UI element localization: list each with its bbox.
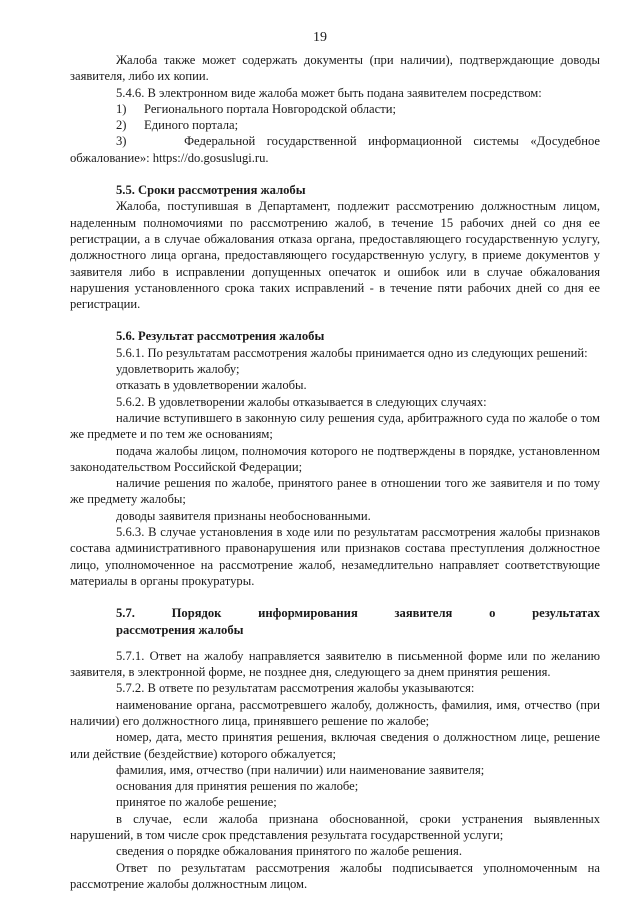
heading-word: 5.7. [116,606,135,621]
paragraph: номер, дата, место принятия решения, включая сведения о должностном лице, решение или действие (бездействие) которого обжалуется; [70,730,600,761]
section-heading-continued: рассмотрения жалобы [116,622,244,637]
paragraph: Жалоба, поступившая в Департамент, подлежит рассмотрению должностным лицом, наделенным полномочиями по рассмотрению жалоб, в течение 15 рабочих дней со дня ее регистрации, а в случае обжалования отказа органа, предоставляющего государственную услугу, должностного лица органа, предоставляющего государственную услугу, в приеме документов у заявителя либо в исправлении допущенных опечаток и ошибок или в случае обжалования нарушения установленного срока таких исправлений - в течение пяти рабочих дней со дня ее регистрации. [70,199,600,312]
paragraph: удовлетворить жалобу; [116,362,240,377]
paragraph: принятое по жалобе решение; [116,795,277,810]
section-heading [70,605,600,621]
heading-word: информирования [258,606,358,621]
paragraph: наличие решения по жалобе, принятого ранее в отношении того же заявителя и по тому же предмету жалобы; [70,476,600,507]
section-heading: 5.6. Результат рассмотрения жалобы [116,329,325,344]
paragraph: 5.6.3. В случае установления в ходе или по результатам рассмотрения жалобы признаков состава административного правонарушения или признаков состава преступления должностное лицо, уполномоченное на рассмотрение жалоб, незамедлительно направляет соответствующие материалы в органы прокуратуры. [70,525,600,588]
heading-word: результатах [532,606,600,621]
heading-word: заявителя [394,606,453,621]
page-number: 19 [313,30,327,45]
paragraph: наличие вступившего в законную силу решения суда, арбитражного суда по жалобе о том же предмете и по тем же основаниям; [70,410,600,442]
paragraph: сведения о порядке обжалования принятого по жалобе решения. [116,844,462,859]
list-number: 3) [116,134,127,149]
paragraph: в случае, если жалоба признана обоснованной, сроки устранения выявленных нарушений, в том числе срок представления результата государственной услуги; [70,811,600,843]
list-number: 1) [116,101,127,116]
section-heading: 5.5. Сроки рассмотрения жалобы [116,183,306,198]
list-number: 2) [116,118,127,133]
paragraph: Жалоба также может содержать документы (при наличии), подтверждающие доводы заявителя, либо их копии. [70,53,600,84]
paragraph: основания для принятия решения по жалобе; [116,779,359,794]
list-text: Регионального портала Новгородской области; [144,101,396,116]
document-body [70,52,600,892]
paragraph: 5.7.2. В ответе по результатам рассмотрения жалобы указываются: [116,681,475,696]
paragraph: отказать в удовлетворении жалобы. [116,378,307,393]
heading-word: о [489,606,496,621]
paragraph: фамилия, имя, отчество (при наличии) или наименование заявителя; [116,762,485,777]
paragraph: наименование органа, рассмотревшего жалобу, должность, фамилия, имя, отчество (при наличии) его должностного лица, принявшего решение по жалобе; [70,697,600,728]
paragraph: 5.6.1. По результатам рассмотрения жалобы принимается одно из следующих решений: [116,345,588,360]
list-item [70,117,600,133]
paragraph: 5.4.6. В электронном виде жалоба может быть подана заявителем посредством: [116,85,542,100]
list-text: Федеральной государственной информационной системы «Досудебное обжалование»: https://do.gosuslugi.ru. [70,134,600,165]
list-text: Единого портала; [144,118,239,133]
paragraph: доводы заявителя признаны необоснованными. [116,508,371,523]
list-item [70,101,600,117]
paragraph: подача жалобы лицом, полномочия которого не подтверждены в порядке, установленном законодательством Российской Федерации; [70,443,600,474]
paragraph: 5.7.1. Ответ на жалобу направляется заявителю в письменной форме или по желанию заявителя, в электронной форме, не позднее дня, следующего за днем принятия решения. [70,648,600,680]
list-item [70,133,600,166]
paragraph: Ответ по результатам рассмотрения жалобы подписывается уполномоченным на рассмотрение жалобы должностным лицом. [70,860,600,891]
paragraph: 5.6.2. В удовлетворении жалобы отказывается в следующих случаях: [116,394,487,409]
heading-word: Порядок [171,606,222,621]
